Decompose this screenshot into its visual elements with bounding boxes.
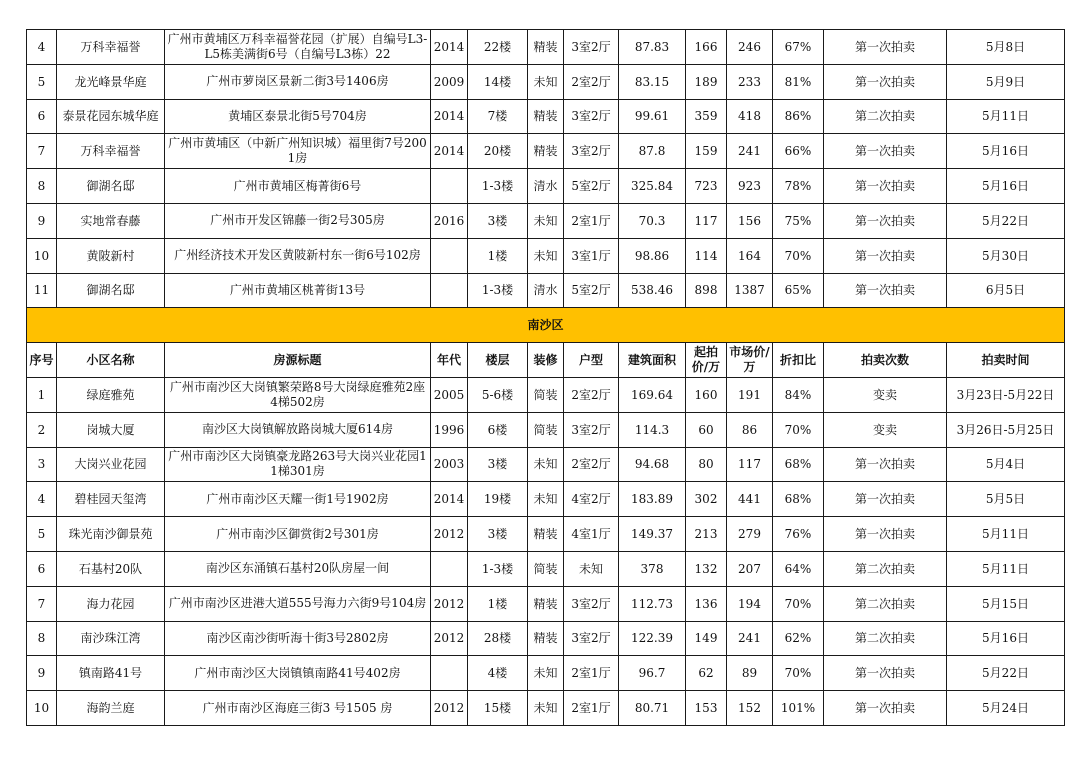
year-cell: 2003 — [431, 447, 468, 482]
layout-cell: 4室1厅 — [564, 517, 619, 552]
table-row — [27, 30, 1065, 65]
column-header-layout: 户型 — [564, 343, 619, 378]
auction-round-cell: 变卖 — [824, 412, 947, 447]
discount-ratio-cell: 81% — [773, 64, 824, 99]
table-row — [27, 64, 1065, 99]
auction-round-cell: 第一次拍卖 — [824, 64, 947, 99]
auction-round-cell: 第二次拍卖 — [824, 586, 947, 621]
column-header-row — [27, 343, 1065, 378]
auction-date-cell: 5月8日 — [947, 30, 1065, 65]
starting-price-cell: 60 — [686, 412, 727, 447]
layout-cell: 3室2厅 — [564, 586, 619, 621]
year-cell — [431, 656, 468, 691]
market-price-cell: 241 — [727, 134, 773, 169]
floor-area-cell: 94.68 — [619, 447, 686, 482]
decoration-cell: 未知 — [528, 203, 564, 238]
discount-ratio-cell: 64% — [773, 551, 824, 586]
seq-cell: 5 — [27, 64, 57, 99]
starting-price-cell: 159 — [686, 134, 727, 169]
auction-round-cell: 第一次拍卖 — [824, 691, 947, 726]
auction-date-cell: 5月16日 — [947, 621, 1065, 656]
discount-ratio-cell: 70% — [773, 586, 824, 621]
discount-ratio-cell: 65% — [773, 273, 824, 308]
year-cell — [431, 551, 468, 586]
starting-price-cell: 160 — [686, 377, 727, 412]
floor-area-cell: 99.61 — [619, 99, 686, 134]
auction-date-cell: 5月9日 — [947, 64, 1065, 99]
floor-cell: 6楼 — [468, 412, 528, 447]
floor-cell: 15楼 — [468, 691, 528, 726]
listing-title-cell: 广州市南沙区天耀一街1号1902房 — [165, 482, 431, 517]
table-row — [27, 99, 1065, 134]
seq-cell: 6 — [27, 551, 57, 586]
auction-date-cell: 6月5日 — [947, 273, 1065, 308]
auction-date-cell: 5月22日 — [947, 656, 1065, 691]
table-row — [27, 412, 1065, 447]
table-row — [27, 238, 1065, 273]
auction-date-cell: 5月5日 — [947, 482, 1065, 517]
decoration-cell: 未知 — [528, 238, 564, 273]
auction-date-cell: 5月16日 — [947, 169, 1065, 204]
community-name-cell: 海力花园 — [57, 586, 165, 621]
community-name-cell: 镇南路41号 — [57, 656, 165, 691]
floor-cell: 22楼 — [468, 30, 528, 65]
decoration-cell: 精装 — [528, 30, 564, 65]
decoration-cell: 精装 — [528, 99, 564, 134]
layout-cell: 2室2厅 — [564, 64, 619, 99]
auction-round-cell: 第一次拍卖 — [824, 482, 947, 517]
year-cell — [431, 238, 468, 273]
auction-round-cell: 第二次拍卖 — [824, 551, 947, 586]
decoration-cell: 未知 — [528, 656, 564, 691]
column-header-year: 年代 — [431, 343, 468, 378]
layout-cell: 4室2厅 — [564, 482, 619, 517]
starting-price-cell: 149 — [686, 621, 727, 656]
auction-round-cell: 第一次拍卖 — [824, 203, 947, 238]
auction-round-cell: 第一次拍卖 — [824, 30, 947, 65]
layout-cell: 3室2厅 — [564, 134, 619, 169]
floor-area-cell: 98.86 — [619, 238, 686, 273]
column-header-floor: 楼层 — [468, 343, 528, 378]
decoration-cell: 未知 — [528, 691, 564, 726]
starting-price-cell: 166 — [686, 30, 727, 65]
discount-ratio-cell: 75% — [773, 203, 824, 238]
floor-cell: 14楼 — [468, 64, 528, 99]
table-row — [27, 691, 1065, 726]
listing-title-cell: 广州市南沙区海庭三街3 号1505 房 — [165, 691, 431, 726]
year-cell: 2005 — [431, 377, 468, 412]
community-name-cell: 绿庭雅苑 — [57, 377, 165, 412]
starting-price-cell: 302 — [686, 482, 727, 517]
table-row — [27, 134, 1065, 169]
discount-ratio-cell: 84% — [773, 377, 824, 412]
layout-cell: 5室2厅 — [564, 273, 619, 308]
auction-date-cell: 5月15日 — [947, 586, 1065, 621]
column-header-decoration: 装修 — [528, 343, 564, 378]
community-name-cell: 碧桂园天玺湾 — [57, 482, 165, 517]
floor-cell: 4楼 — [468, 656, 528, 691]
floor-area-cell: 80.71 — [619, 691, 686, 726]
decoration-cell: 精装 — [528, 586, 564, 621]
table-row — [27, 551, 1065, 586]
table-row — [27, 517, 1065, 552]
floor-area-cell: 169.64 — [619, 377, 686, 412]
auction-round-cell: 第一次拍卖 — [824, 273, 947, 308]
community-name-cell: 龙光峰景华庭 — [57, 64, 165, 99]
floor-area-cell: 114.3 — [619, 412, 686, 447]
auction-round-cell: 第一次拍卖 — [824, 134, 947, 169]
column-header-auction-round: 拍卖次数 — [824, 343, 947, 378]
seq-cell: 5 — [27, 517, 57, 552]
starting-price-cell: 359 — [686, 99, 727, 134]
seq-cell: 4 — [27, 482, 57, 517]
auction-date-cell: 3月26日-5月25日 — [947, 412, 1065, 447]
layout-cell: 5室2厅 — [564, 169, 619, 204]
seq-cell: 7 — [27, 586, 57, 621]
community-name-cell: 万科幸福誉 — [57, 134, 165, 169]
decoration-cell: 精装 — [528, 517, 564, 552]
decoration-cell: 未知 — [528, 447, 564, 482]
seq-cell: 10 — [27, 238, 57, 273]
table-row — [27, 586, 1065, 621]
market-price-cell: 89 — [727, 656, 773, 691]
layout-cell: 2室1厅 — [564, 691, 619, 726]
year-cell: 2014 — [431, 30, 468, 65]
market-price-cell: 441 — [727, 482, 773, 517]
layout-cell: 3室2厅 — [564, 99, 619, 134]
market-price-cell: 156 — [727, 203, 773, 238]
column-header-discount-ratio: 折扣比 — [773, 343, 824, 378]
auction-listing-table — [26, 29, 1065, 726]
discount-ratio-cell: 78% — [773, 169, 824, 204]
floor-cell: 28楼 — [468, 621, 528, 656]
floor-cell: 19楼 — [468, 482, 528, 517]
community-name-cell: 御湖名邸 — [57, 169, 165, 204]
column-header-floor-area: 建筑面积 — [619, 343, 686, 378]
market-price-cell: 233 — [727, 64, 773, 99]
community-name-cell: 岗城大厦 — [57, 412, 165, 447]
listing-title-cell: 广州市南沙区大岗镇繁荣路8号大岗绿庭雅苑2座4梯502房 — [165, 377, 431, 412]
section-header-row — [27, 308, 1065, 343]
auction-date-cell: 5月4日 — [947, 447, 1065, 482]
discount-ratio-cell: 67% — [773, 30, 824, 65]
market-price-cell: 164 — [727, 238, 773, 273]
auction-round-cell: 变卖 — [824, 377, 947, 412]
layout-cell: 2室1厅 — [564, 656, 619, 691]
auction-date-cell: 5月30日 — [947, 238, 1065, 273]
discount-ratio-cell: 70% — [773, 656, 824, 691]
listing-title-cell: 广州经济技术开发区黄陂新村东一街6号102房 — [165, 238, 431, 273]
auction-round-cell: 第一次拍卖 — [824, 169, 947, 204]
year-cell: 2016 — [431, 203, 468, 238]
floor-cell: 20楼 — [468, 134, 528, 169]
starting-price-cell: 723 — [686, 169, 727, 204]
table-row — [27, 447, 1065, 482]
starting-price-cell: 898 — [686, 273, 727, 308]
community-name-cell: 御湖名邸 — [57, 273, 165, 308]
auction-round-cell: 第二次拍卖 — [824, 99, 947, 134]
starting-price-cell: 136 — [686, 586, 727, 621]
starting-price-cell: 189 — [686, 64, 727, 99]
listing-title-cell: 黄埔区泰景北街5号704房 — [165, 99, 431, 134]
listing-title-cell: 广州市南沙区进港大道555号海力六街9号104房 — [165, 586, 431, 621]
floor-cell: 5-6楼 — [468, 377, 528, 412]
floor-area-cell: 87.8 — [619, 134, 686, 169]
community-name-cell: 珠光南沙御景苑 — [57, 517, 165, 552]
year-cell: 2014 — [431, 134, 468, 169]
starting-price-cell: 153 — [686, 691, 727, 726]
floor-cell: 1-3楼 — [468, 551, 528, 586]
seq-cell: 11 — [27, 273, 57, 308]
layout-cell: 2室2厅 — [564, 447, 619, 482]
community-name-cell: 石基村20队 — [57, 551, 165, 586]
community-name-cell: 万科幸福誉 — [57, 30, 165, 65]
layout-cell: 2室1厅 — [564, 203, 619, 238]
table-row — [27, 621, 1065, 656]
seq-cell: 6 — [27, 99, 57, 134]
decoration-cell: 未知 — [528, 64, 564, 99]
floor-area-cell: 378 — [619, 551, 686, 586]
decoration-cell: 简装 — [528, 551, 564, 586]
listing-title-cell: 广州市黄埔区梅菁街6号 — [165, 169, 431, 204]
starting-price-cell: 213 — [686, 517, 727, 552]
column-header-market-price: 市场价/万 — [727, 343, 773, 378]
floor-area-cell: 149.37 — [619, 517, 686, 552]
floor-cell: 7楼 — [468, 99, 528, 134]
market-price-cell: 86 — [727, 412, 773, 447]
seq-cell: 7 — [27, 134, 57, 169]
community-name-cell: 海韵兰庭 — [57, 691, 165, 726]
market-price-cell: 152 — [727, 691, 773, 726]
table-row — [27, 482, 1065, 517]
floor-area-cell: 87.83 — [619, 30, 686, 65]
market-price-cell: 207 — [727, 551, 773, 586]
year-cell: 1996 — [431, 412, 468, 447]
discount-ratio-cell: 70% — [773, 412, 824, 447]
column-header-community-name: 小区名称 — [57, 343, 165, 378]
decoration-cell: 清水 — [528, 273, 564, 308]
column-header-listing-title: 房源标题 — [165, 343, 431, 378]
listing-title-cell: 南沙区南沙街听海十街3号2802房 — [165, 621, 431, 656]
floor-area-cell: 183.89 — [619, 482, 686, 517]
market-price-cell: 418 — [727, 99, 773, 134]
floor-cell: 1-3楼 — [468, 273, 528, 308]
section-title: 南沙区 — [27, 308, 1065, 343]
community-name-cell: 黄陂新村 — [57, 238, 165, 273]
layout-cell: 2室2厅 — [564, 377, 619, 412]
table-row — [27, 169, 1065, 204]
listing-title-cell: 广州市萝岗区景新二街3号1406房 — [165, 64, 431, 99]
seq-cell: 8 — [27, 169, 57, 204]
auction-round-cell: 第一次拍卖 — [824, 656, 947, 691]
decoration-cell: 未知 — [528, 482, 564, 517]
discount-ratio-cell: 62% — [773, 621, 824, 656]
starting-price-cell: 114 — [686, 238, 727, 273]
starting-price-cell: 132 — [686, 551, 727, 586]
floor-cell: 1楼 — [468, 586, 528, 621]
seq-cell: 3 — [27, 447, 57, 482]
year-cell: 2012 — [431, 691, 468, 726]
auction-date-cell: 5月11日 — [947, 99, 1065, 134]
seq-cell: 1 — [27, 377, 57, 412]
community-name-cell: 泰景花园东城华庭 — [57, 99, 165, 134]
layout-cell: 3室2厅 — [564, 30, 619, 65]
year-cell — [431, 169, 468, 204]
discount-ratio-cell: 101% — [773, 691, 824, 726]
auction-date-cell: 5月24日 — [947, 691, 1065, 726]
layout-cell: 3室2厅 — [564, 412, 619, 447]
table-row — [27, 273, 1065, 308]
starting-price-cell: 80 — [686, 447, 727, 482]
floor-cell: 1-3楼 — [468, 169, 528, 204]
market-price-cell: 279 — [727, 517, 773, 552]
listing-title-cell: 广州市南沙区大岗镇镇南路41号402房 — [165, 656, 431, 691]
discount-ratio-cell: 70% — [773, 238, 824, 273]
seq-cell: 8 — [27, 621, 57, 656]
discount-ratio-cell: 68% — [773, 482, 824, 517]
year-cell: 2014 — [431, 482, 468, 517]
listing-title-cell: 广州市南沙区御赏街2号301房 — [165, 517, 431, 552]
layout-cell: 3室1厅 — [564, 238, 619, 273]
column-header-starting-price: 起拍价/万 — [686, 343, 727, 378]
auction-date-cell: 5月16日 — [947, 134, 1065, 169]
floor-cell: 3楼 — [468, 447, 528, 482]
listing-title-cell: 广州市黄埔区万科幸福誉花园（扩展）自编号L3-L5栋美满街6号（自编号L3栋）22 — [165, 30, 431, 65]
listing-title-cell: 广州市开发区锦藤一街2号305房 — [165, 203, 431, 238]
auction-round-cell: 第一次拍卖 — [824, 517, 947, 552]
community-name-cell: 大岗兴业花园 — [57, 447, 165, 482]
discount-ratio-cell: 76% — [773, 517, 824, 552]
auction-round-cell: 第一次拍卖 — [824, 238, 947, 273]
year-cell — [431, 273, 468, 308]
auction-date-cell: 5月22日 — [947, 203, 1065, 238]
market-price-cell: 241 — [727, 621, 773, 656]
community-name-cell: 南沙珠江湾 — [57, 621, 165, 656]
floor-area-cell: 96.7 — [619, 656, 686, 691]
seq-cell: 2 — [27, 412, 57, 447]
floor-area-cell: 122.39 — [619, 621, 686, 656]
floor-area-cell: 538.46 — [619, 273, 686, 308]
layout-cell: 3室2厅 — [564, 621, 619, 656]
discount-ratio-cell: 68% — [773, 447, 824, 482]
discount-ratio-cell: 86% — [773, 99, 824, 134]
discount-ratio-cell: 66% — [773, 134, 824, 169]
layout-cell: 未知 — [564, 551, 619, 586]
year-cell: 2009 — [431, 64, 468, 99]
seq-cell: 4 — [27, 30, 57, 65]
decoration-cell: 简装 — [528, 412, 564, 447]
year-cell: 2012 — [431, 517, 468, 552]
seq-cell: 10 — [27, 691, 57, 726]
column-header-seq: 序号 — [27, 343, 57, 378]
floor-cell: 3楼 — [468, 203, 528, 238]
table-row — [27, 203, 1065, 238]
market-price-cell: 923 — [727, 169, 773, 204]
listing-title-cell: 广州市黄埔区桃菁街13号 — [165, 273, 431, 308]
floor-area-cell: 83.15 — [619, 64, 686, 99]
market-price-cell: 194 — [727, 586, 773, 621]
year-cell: 2012 — [431, 586, 468, 621]
decoration-cell: 清水 — [528, 169, 564, 204]
market-price-cell: 246 — [727, 30, 773, 65]
market-price-cell: 191 — [727, 377, 773, 412]
community-name-cell: 实地常春藤 — [57, 203, 165, 238]
decoration-cell: 简装 — [528, 377, 564, 412]
market-price-cell: 1387 — [727, 273, 773, 308]
market-price-cell: 117 — [727, 447, 773, 482]
floor-area-cell: 112.73 — [619, 586, 686, 621]
decoration-cell: 精装 — [528, 134, 564, 169]
floor-area-cell: 325.84 — [619, 169, 686, 204]
column-header-auction-date: 拍卖时间 — [947, 343, 1065, 378]
listing-title-cell: 南沙区大岗镇解放路岗城大厦614房 — [165, 412, 431, 447]
auction-date-cell: 5月11日 — [947, 551, 1065, 586]
auction-round-cell: 第一次拍卖 — [824, 447, 947, 482]
listing-title-cell: 南沙区东涌镇石基村20队房屋一间 — [165, 551, 431, 586]
starting-price-cell: 117 — [686, 203, 727, 238]
floor-area-cell: 70.3 — [619, 203, 686, 238]
starting-price-cell: 62 — [686, 656, 727, 691]
listing-title-cell: 广州市南沙区大岗镇豪龙路263号大岗兴业花园11梯301房 — [165, 447, 431, 482]
listing-title-cell: 广州市黄埔区（中新广州知识城）福里街7号2001房 — [165, 134, 431, 169]
floor-cell: 3楼 — [468, 517, 528, 552]
decoration-cell: 精装 — [528, 621, 564, 656]
table-row — [27, 377, 1065, 412]
seq-cell: 9 — [27, 203, 57, 238]
year-cell: 2012 — [431, 621, 468, 656]
auction-date-cell: 3月23日-5月22日 — [947, 377, 1065, 412]
year-cell: 2014 — [431, 99, 468, 134]
floor-cell: 1楼 — [468, 238, 528, 273]
seq-cell: 9 — [27, 656, 57, 691]
auction-round-cell: 第二次拍卖 — [824, 621, 947, 656]
table-row — [27, 656, 1065, 691]
auction-date-cell: 5月11日 — [947, 517, 1065, 552]
